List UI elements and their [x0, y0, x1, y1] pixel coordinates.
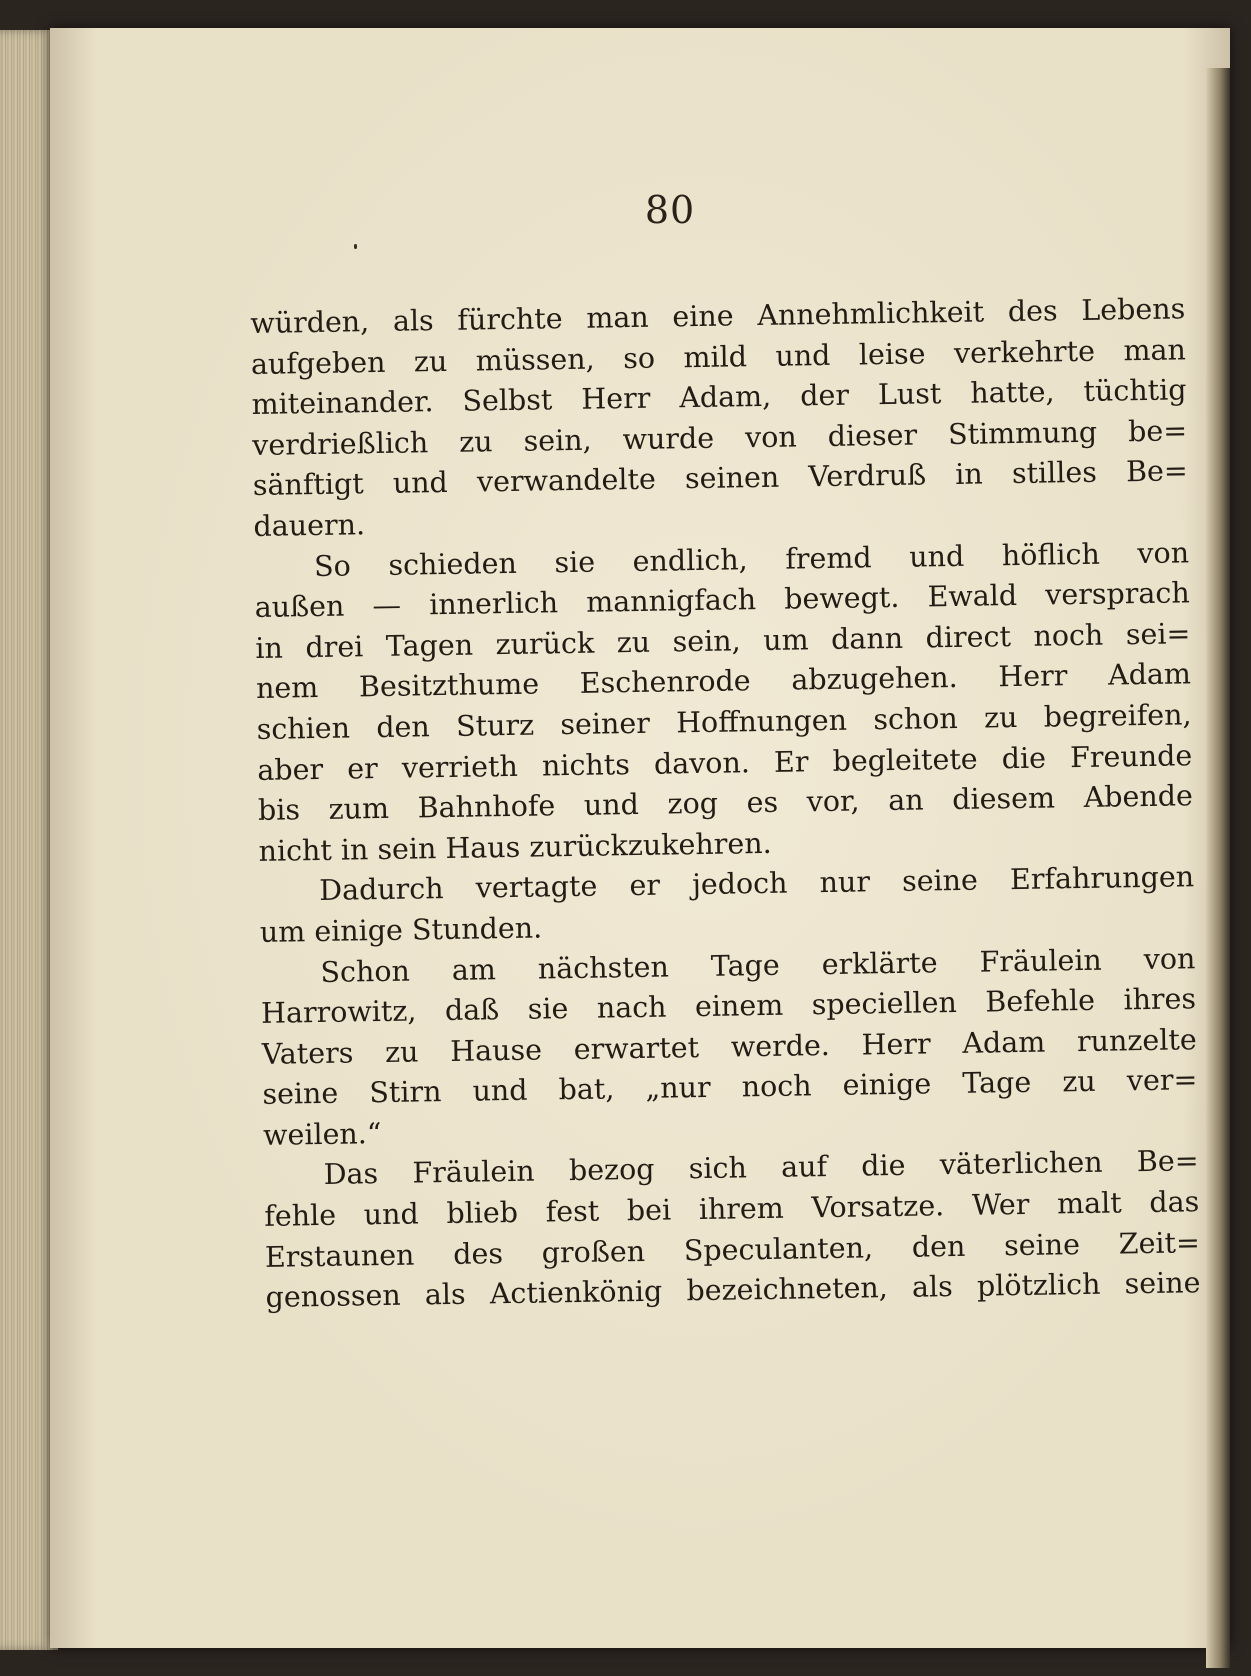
text-line: bis zum Bahnhofe und zog es vor, an diesem Abende — [257, 779, 1194, 828]
text-line: Vaters zu Hause erwartet werde. Herr Adam runzelte — [261, 1022, 1197, 1071]
text-line: weilen.“ — [262, 1116, 382, 1152]
text-line: nem Besitzthume Eschenrode abzugehen. Herr Adam — [255, 657, 1192, 706]
text-line: nicht in sein Haus zurückzukehren. — [258, 826, 772, 868]
ink-speck — [354, 244, 357, 249]
text-line: miteinander. Selbst Herr Adam, der Lust hatte, tüchtig — [251, 373, 1187, 422]
text-line: dauern. — [253, 508, 366, 543]
text-line: Erstaunen des großen Speculanten, den seine Zeit= — [264, 1225, 1201, 1274]
text-line: genossen als Actienkönig bezeichneten, als plötzlich seine — [265, 1266, 1201, 1315]
text-line: Harrowitz, daß sie nach einem speciellen Befehle ihres — [260, 982, 1197, 1031]
page-number: 80 — [644, 188, 696, 232]
text-line: fehle und blieb fest bei ihrem Vorsatze. Wer malt das — [264, 1185, 1200, 1233]
text-line: sänftigt und verwandelte seinen Verdruß in stilles Be= — [252, 454, 1189, 503]
text-line: Schon am nächsten Tage erklärte Fräulein von — [320, 941, 1196, 989]
text-line: Das Fräulein bezog sich auf die väterlichen Be= — [323, 1144, 1199, 1192]
text-line: schien den Sturz seiner Hoffnungen schon zu begreifen, — [256, 698, 1192, 746]
page-gutter — [1206, 68, 1230, 1668]
text-line: So schieden sie endlich, fremd und höflich von — [313, 535, 1190, 583]
text-line: würden, als fürchte man eine Annehmlichkeit des Lebens — [250, 292, 1186, 340]
text-line: aber er verrieth nichts davon. Er begleitete die Freunde — [257, 738, 1193, 787]
text-line: in drei Tagen zurück zu sein, um dann direct noch sei= — [255, 617, 1191, 665]
page-sheet — [50, 28, 1230, 1648]
text-line: aufgeben zu müssen, so mild und leise verkehrte man — [250, 332, 1187, 381]
text-line: verdrießlich zu sein, wurde von dieser Stimmung be= — [251, 414, 1188, 462]
text-line: um einige Stunden. — [259, 911, 543, 949]
text-line: Dadurch vertagte er jedoch nur seine Erfahrungen — [318, 860, 1195, 908]
text-line: seine Stirn und bat, „nur noch einige Tage zu ver= — [262, 1063, 1198, 1112]
text-line: außen — innerlich mannigfach bewegt. Ewald versprach — [254, 576, 1190, 625]
body-text — [250, 289, 1201, 1318]
